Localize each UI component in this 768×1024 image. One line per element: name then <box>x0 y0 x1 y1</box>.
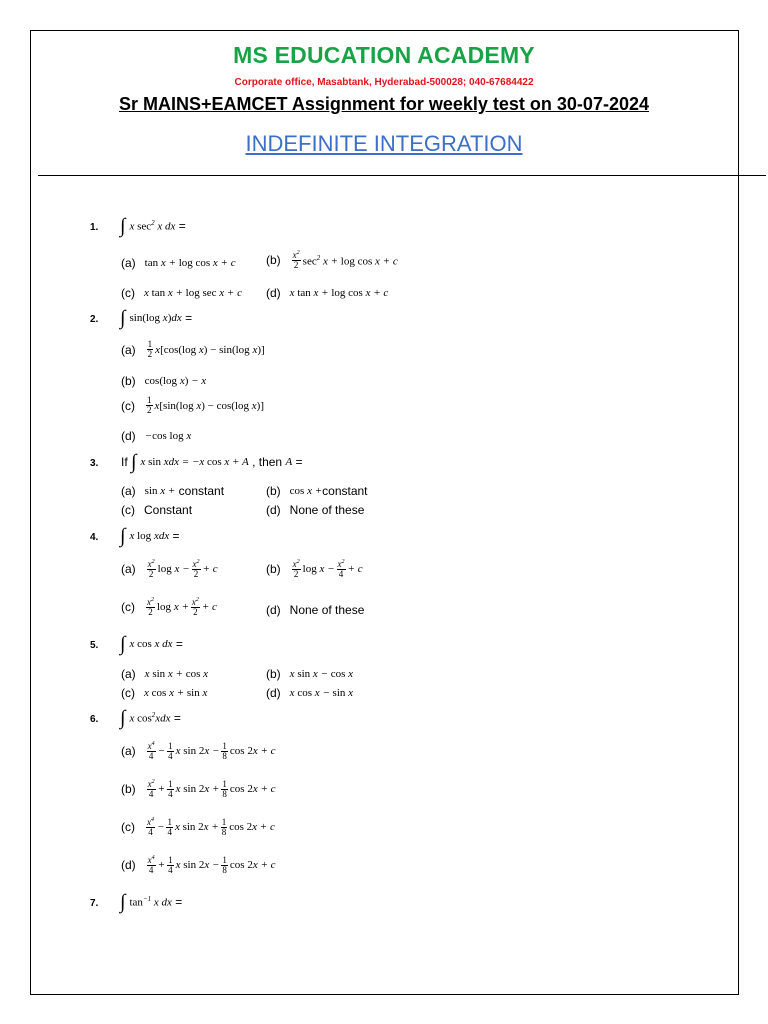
question-stem: ∫ $\tan^{-1} x$ dx = <box>120 891 183 913</box>
question-stem: ∫ sin(log x)dx = <box>120 307 193 329</box>
header-divider <box>38 175 766 176</box>
assignment-title: Sr MAINS+EAMCET Assignment for weekly test on 30-07-2024 <box>119 94 649 114</box>
option-a: (a) tan x + log cos x + c <box>121 256 236 270</box>
option-b: (b) cos(log x) − x <box>121 374 207 388</box>
question-stem: If ∫ x sin xdx = −x cos x + A , then A = <box>121 451 303 473</box>
question-stem: ∫ x $\sec^2 x$ dx = <box>120 215 186 237</box>
option-d: (d) $\frac{x^4}{4}$ + $\frac{1}{4}$ x sin 2x − $\frac{1}{8}$ cos 2x + c <box>121 854 276 876</box>
question-stem: ∫ x log xdx = <box>120 525 180 547</box>
option-c: (c) x tan x + log sec x + c <box>121 286 242 300</box>
option-a: (a) $\frac{x^4}{4}$ − $\frac{1}{4}$ x sin 2x − $\frac{1}{8}$ cos 2x + c <box>121 740 276 762</box>
option-d: (d) x cos x − sin x <box>266 686 354 700</box>
question-number: 7. <box>90 898 99 909</box>
option-c: (c) $\frac{1}{2}$ x[sin(log x) − cos(log x)] <box>121 395 264 416</box>
question-number: 2. <box>90 314 99 325</box>
question-stem: ∫ x cos x dx = <box>120 633 183 655</box>
question-number: 6. <box>90 714 99 725</box>
option-b: (b) cos x + constant <box>266 484 368 498</box>
option-d: (d) None of these <box>266 603 365 617</box>
option-d: (d) None of these <box>266 503 365 517</box>
option-a: (a) $\frac{x^2}{2}$ log x − $\frac{x^2}{2}$ + c <box>121 559 218 580</box>
academy-title: MS EDUCATION ACADEMY <box>233 42 535 68</box>
question-stem: ∫ x $\cos^2xdx$ = <box>120 707 181 729</box>
question-number: 3. <box>90 458 99 469</box>
option-c: (c) x cos x + sin x <box>121 686 208 700</box>
option-a: (a) $\frac{1}{2}$ x[cos(log x) − sin(log x)] <box>121 339 265 360</box>
office-address: Corporate office, Masabtank, Hyderabad-500028; 040-67684422 <box>234 77 534 88</box>
option-b: (b) $\frac{x^2}{2}$ $\sec^2 x + \log \cos x + c$ <box>266 250 398 271</box>
question-number: 1. <box>90 222 99 233</box>
option-a: (a) x sin x + cos x <box>121 667 209 681</box>
option-b: (b) $\frac{x^2}{4}$ + $\frac{1}{4}$ x sin 2x + $\frac{1}{8}$ cos 2x + c <box>121 778 276 800</box>
option-c: (c) Constant <box>121 503 193 517</box>
question-number: 4. <box>90 532 99 543</box>
option-a: (a) sin x + constant <box>121 484 225 498</box>
topic-title: INDEFINITE INTEGRATION <box>245 131 523 156</box>
question-number: 5. <box>90 640 99 651</box>
option-c: (c) $\frac{x^4}{4}$ − $\frac{1}{4}$ x sin 2x + $\frac{1}{8}$ cos 2x + c <box>121 816 275 838</box>
option-d: (d) −cos log x <box>121 429 192 443</box>
option-b: (b) x sin x − cos x <box>266 667 354 681</box>
option-d: (d) x tan x + log cos x + c <box>266 286 389 300</box>
option-b: (b) $\frac{x^2}{2}$ log x − $\frac{x^2}{4}$ + c <box>266 559 363 580</box>
option-c: (c) $\frac{x^2}{2}$ log x + $\frac{x^2}{2}$ + c <box>121 597 217 618</box>
